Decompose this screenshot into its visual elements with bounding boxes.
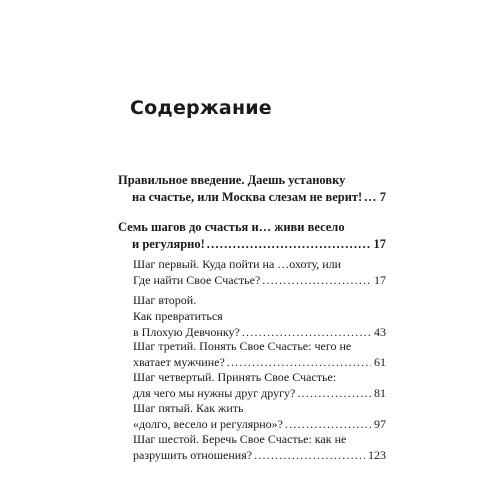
toc-page-number: 43 bbox=[374, 325, 386, 339]
toc-page-number: 17 bbox=[374, 273, 386, 287]
dot-leader bbox=[297, 385, 371, 401]
toc-step-1 bbox=[133, 256, 386, 288]
toc-entry-text: на счастье, или Москва слезам не верит! bbox=[132, 190, 363, 204]
toc-entry-line: Шаг первый. Куда пойти на …охоту, или bbox=[133, 257, 342, 271]
dot-leader bbox=[227, 354, 371, 370]
toc-entry-last-line bbox=[133, 272, 386, 288]
toc-entry-text: Где найти Свое Счастье? bbox=[133, 273, 261, 287]
dot-leader bbox=[262, 272, 371, 288]
toc-entry-text: «долго, весело и регулярно»? bbox=[133, 417, 283, 431]
toc-entry-text: и регулярно! bbox=[132, 237, 205, 251]
toc-entry-last-line bbox=[133, 416, 386, 432]
page-title: Содержание bbox=[130, 97, 272, 119]
toc-entry-last-line bbox=[118, 236, 386, 253]
toc-entry-line: Шаг шестой. Беречь Свое Счастье: как не bbox=[133, 432, 347, 446]
dot-leader bbox=[254, 447, 365, 463]
toc-entry-text: для чего мы нужны друг другу? bbox=[133, 386, 296, 400]
toc-entry-line: Шаг второй. bbox=[133, 293, 197, 307]
toc-entry-last-line bbox=[133, 447, 386, 463]
dot-leader bbox=[364, 189, 377, 206]
toc-step-3 bbox=[133, 338, 386, 370]
toc-page-number: 123 bbox=[368, 448, 386, 462]
toc-entry-line: Правильное введение. Даешь установку bbox=[118, 173, 346, 187]
toc-entry-text: хватает мужчине? bbox=[133, 355, 225, 369]
dot-leader bbox=[207, 236, 371, 253]
toc-page-number: 17 bbox=[373, 237, 386, 251]
toc-entry-last-line bbox=[118, 189, 386, 206]
toc-entry-line: Шаг пятый. Как жить bbox=[133, 401, 244, 415]
toc-step-6 bbox=[133, 431, 386, 463]
toc-chapter-seven-steps bbox=[118, 219, 386, 253]
toc-page-number: 7 bbox=[379, 190, 386, 204]
toc-entry-line: Шаг четвертый. Принять Свое Счастье: bbox=[133, 370, 337, 384]
toc-entry-text: в Плохую Девчонку? bbox=[133, 325, 240, 339]
toc-page-number: 61 bbox=[374, 355, 386, 369]
toc-step-4 bbox=[133, 369, 386, 401]
toc-entry-last-line bbox=[133, 385, 386, 401]
toc-page-number: 97 bbox=[374, 417, 386, 431]
toc-entry-text: разрушить отношения? bbox=[133, 448, 253, 462]
toc-entry-line: Шаг третий. Понять Свое Счастье: чего не bbox=[133, 339, 352, 353]
toc-entry-line: Семь шагов до счастья и… живи весело bbox=[118, 220, 345, 234]
toc-page-number: 81 bbox=[374, 386, 386, 400]
toc-entry-line: Как превратиться bbox=[133, 309, 223, 323]
toc-step-5 bbox=[133, 400, 386, 432]
toc-chapter-intro bbox=[118, 172, 386, 206]
dot-leader bbox=[285, 416, 371, 432]
toc-step-2 bbox=[133, 292, 386, 340]
toc-entry-last-line bbox=[133, 354, 386, 370]
